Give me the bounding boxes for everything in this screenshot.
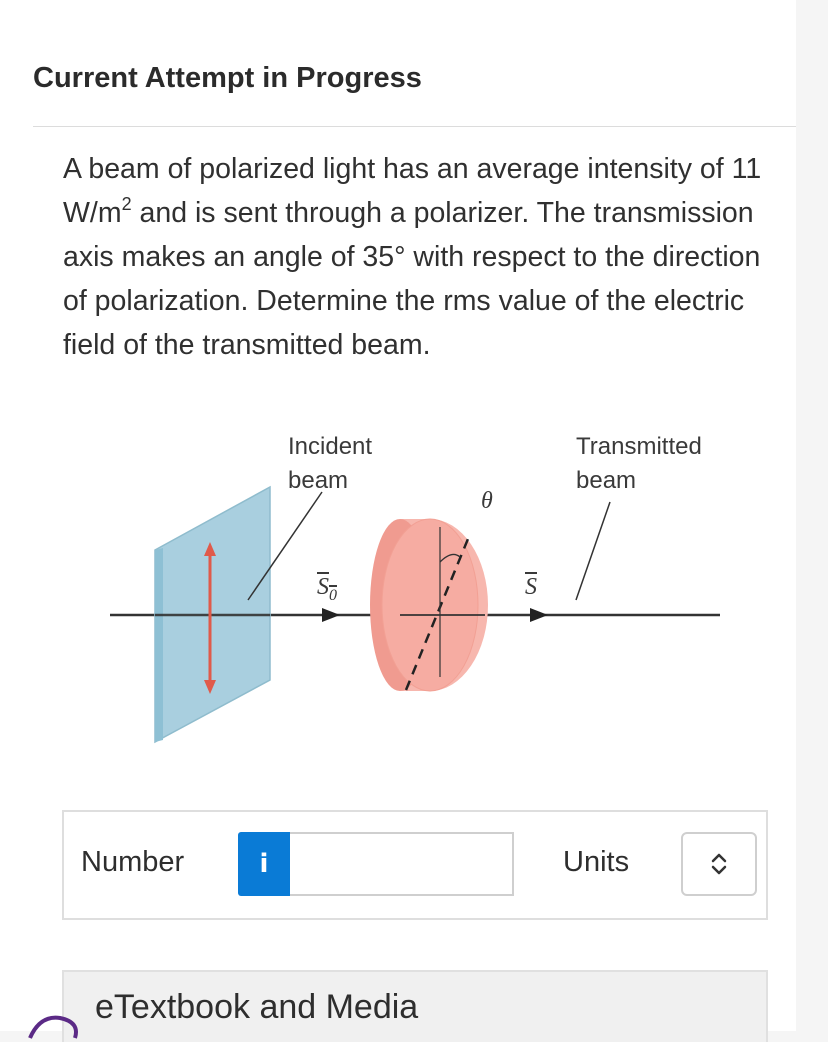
s0-letter: S [317, 574, 329, 600]
s-label: $\overline{S}$ [525, 574, 537, 600]
info-icon[interactable]: i [238, 832, 290, 896]
number-input[interactable] [290, 832, 514, 896]
s-arrow [530, 608, 548, 622]
question-text-part1: A beam of polarized light has an average intensity of 11 W/m [63, 153, 762, 229]
incident-label-line1: Incident [288, 433, 373, 460]
polarizer-diagram [100, 422, 740, 752]
s0-subscript: 0 [329, 586, 337, 604]
s0-label [317, 570, 337, 613]
transmitted-label-line1: Transmitted [576, 433, 702, 460]
units-label: Units [563, 846, 630, 878]
swirl-icon [20, 1000, 90, 1040]
units-select[interactable] [681, 832, 757, 896]
transmitted-leader [576, 502, 610, 600]
question-superscript: 2 [121, 193, 132, 214]
question-text-part2: and is sent through a polarizer. The transmission axis makes an angle of 35° with respect to the direction of polarization. Determine the rms value of the electric field of the transmitted beam. [63, 197, 761, 361]
polarizer-edge [155, 548, 163, 742]
up-down-chevron-icon [709, 851, 729, 877]
number-label: Number [81, 846, 185, 878]
theta-label: θ [481, 488, 493, 514]
transmitted-label-line2: beam [576, 467, 637, 494]
incident-label-line2: beam [288, 467, 349, 494]
question-text [63, 147, 783, 367]
polarizer-figure [100, 422, 740, 752]
etextbook-label[interactable]: eTextbook and Media [95, 988, 419, 1026]
divider [33, 126, 796, 127]
attempt-title: Current Attempt in Progress [33, 62, 422, 94]
